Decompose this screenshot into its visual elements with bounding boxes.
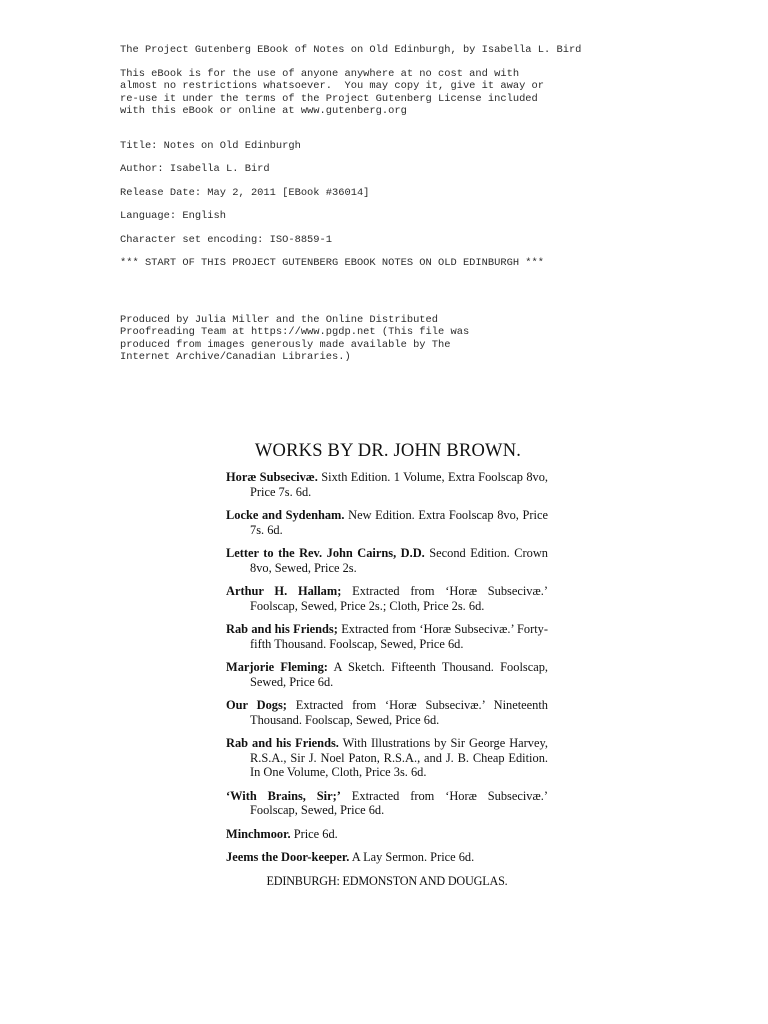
entry-title: Letter to the Rev. John Cairns, D.D. <box>226 546 425 560</box>
entry-text: With Illustrations by Sir George Harvey, R.S.A., Sir J. Noel Paton, R.S.A., and J. B. Cheap Edition. In One Volume, Cloth, Price 3s. 6d. <box>250 736 548 779</box>
produced-by-line: produced from images generously made available by The <box>120 338 451 351</box>
gutenberg-header <box>120 44 720 364</box>
works-entry <box>226 622 548 651</box>
entry-title: Arthur H. Hallam; <box>226 584 342 598</box>
works-entry <box>226 508 548 537</box>
start-marker: *** START OF THIS PROJECT GUTENBERG EBOOK NOTES ON OLD EDINBURGH *** <box>120 257 545 269</box>
language-field: Language: English <box>120 210 227 222</box>
works-list <box>226 440 548 888</box>
works-entry <box>226 546 548 575</box>
entry-title: Our Dogs; <box>226 698 287 712</box>
entry-title: Horæ Subsecivæ. <box>226 470 318 484</box>
license-line: This eBook is for the use of anyone anywhere at no cost and with <box>120 67 520 80</box>
entry-text: Extracted from ‘Horæ Subsecivæ.’ Foolscap, Sewed, Price 6d. <box>250 788 548 817</box>
works-entry <box>226 660 548 689</box>
entry-text: Second Edition. Crown 8vo, Sewed, Price 2s. <box>250 546 548 575</box>
entry-text: Price 6d. <box>290 826 338 841</box>
license-line: almost no restrictions whatsoever. You may copy it, give it away or <box>120 80 545 92</box>
produced-by-line: Internet Archive/Canadian Libraries.) <box>120 351 351 363</box>
license-line: re-use it under the terms of the Project Gutenberg License included <box>120 92 538 105</box>
entry-text: Extracted from ‘Horæ Subsecivæ.’ Nineteenth Thousand. Foolscap, Sewed, Price 6d. <box>250 698 548 727</box>
entry-text: A Sketch. Fifteenth Thousand. Foolscap, Sewed, Price 6d. <box>250 660 548 689</box>
entry-title: ‘With Brains, Sir;’ <box>226 788 341 803</box>
entry-text: A Lay Sermon. Price 6d. <box>349 850 475 864</box>
title-field: Title: Notes on Old Edinburgh <box>120 139 301 152</box>
entry-text: Sixth Edition. 1 Volume, Extra Foolscap 8vo, Price 7s. 6d. <box>250 470 548 499</box>
works-heading: WORKS BY DR. JOHN BROWN. <box>254 441 522 461</box>
entry-title: Locke and Sydenham. <box>226 508 345 522</box>
works-entry <box>226 827 548 842</box>
works-entry <box>226 736 548 780</box>
entry-text: Extracted from ‘Horæ Subsecivæ.’ Foolscap, Sewed, Price 2s.; Cloth, Price 2s. 6d. <box>250 584 548 613</box>
entry-title: Rab and his Friends. <box>226 736 339 750</box>
entry-title: Minchmoor. <box>226 826 291 841</box>
works-entry <box>226 850 548 865</box>
produced-by-line: Produced by Julia Miller and the Online Distributed <box>120 313 439 326</box>
entry-title: Jeems the Door-keeper. <box>226 850 350 864</box>
release-date-field: Release Date: May 2, 2011 [EBook #36014] <box>120 186 370 199</box>
publisher-imprint: EDINBURGH: EDMONSTON AND DOUGLAS. <box>266 873 508 888</box>
works-entry <box>226 470 548 499</box>
entry-text: Extracted from ‘Horæ Subsecivæ.’ Forty-fifth Thousand. Foolscap, Sewed, Price 6d. <box>250 622 548 651</box>
encoding-field: Character set encoding: ISO-8859-1 <box>120 233 333 246</box>
works-entry <box>226 584 548 613</box>
entry-text: New Edition. Extra Foolscap 8vo, Price 7s. 6d. <box>250 508 548 537</box>
ebook-title-line: The Project Gutenberg EBook of Notes on Old Edinburgh, by Isabella L. Bird <box>120 44 582 56</box>
works-entry <box>226 698 548 727</box>
entry-title: Rab and his Friends; <box>226 622 338 636</box>
author-field: Author: Isabella L. Bird <box>120 163 270 175</box>
produced-by-line: Proofreading Team at https://www.pgdp.net (This file was <box>120 326 470 338</box>
entry-title: Marjorie Fleming: <box>226 660 328 674</box>
works-entry <box>226 789 548 818</box>
license-line: with this eBook or online at www.gutenberg.org <box>120 105 407 117</box>
